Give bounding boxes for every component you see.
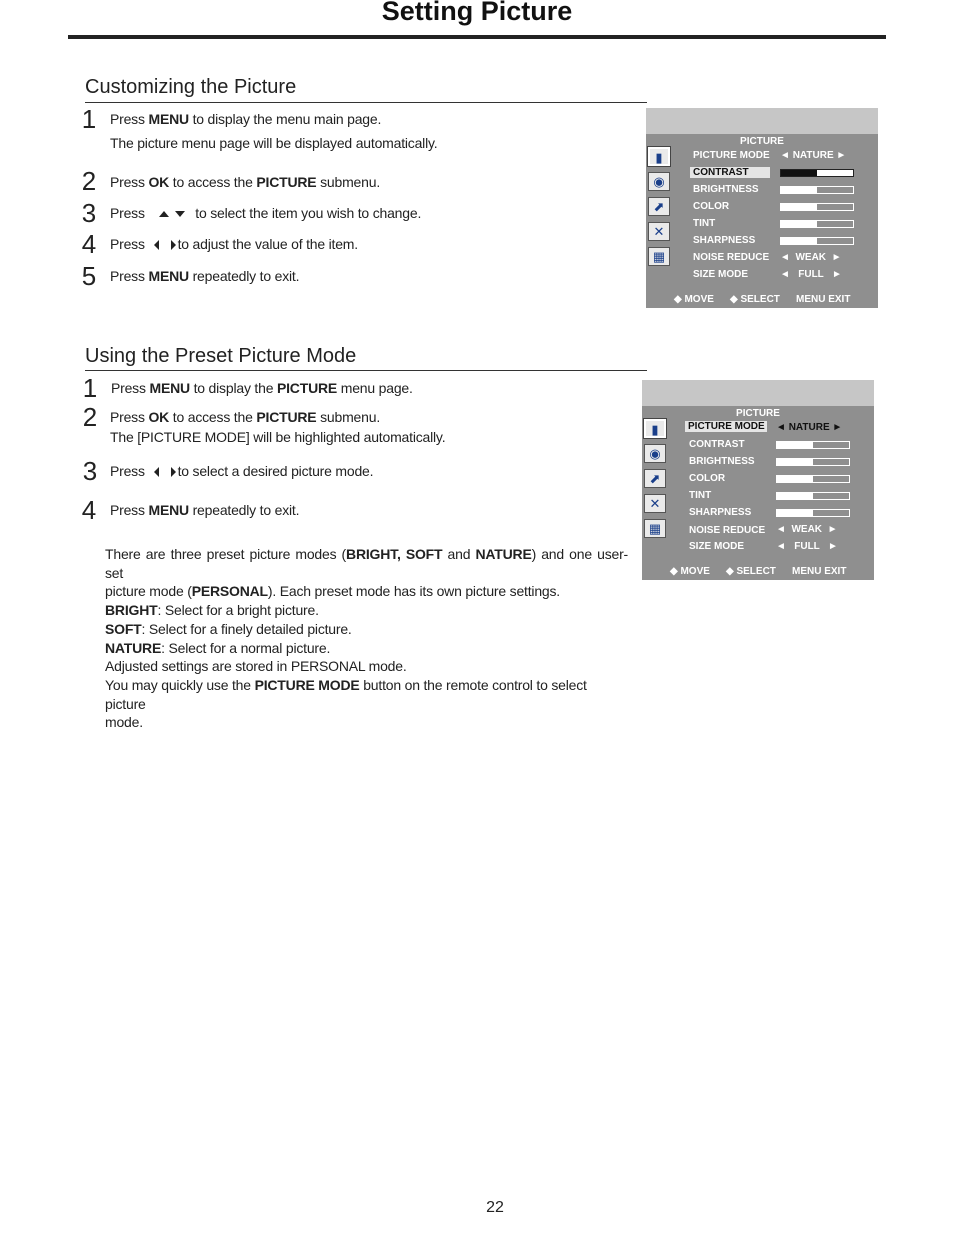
section-title-preset: Using the Preset Picture Mode [85,345,357,367]
step-text: The picture menu page will be displayed automatically. [110,135,438,151]
para-line: BRIGHT: Select for a bright picture. [105,602,319,619]
right-arrow-icon [171,240,176,250]
grid-icon: ▦ [648,247,670,266]
step-text: The [PICTURE MODE] will be highlighted automatically. [110,429,446,445]
osd-item-value: ◄ NATURE ► [776,422,843,433]
osd-item-value: ◄ WEAK ► [776,524,838,535]
section-divider [85,370,647,371]
para-line: There are three preset picture modes (BRIGHT, SOFT and NATURE) and one user-set [105,546,628,581]
sound-icon: ◉ [648,172,670,191]
osd-item-label: BRIGHTNESS [689,456,755,467]
osd-menu-contrast-highlighted [646,108,878,308]
osd-footer-exit: MENU EXIT [792,566,847,577]
contrast-level-bar [780,169,854,177]
osd-item-label: TINT [693,218,716,229]
step-number: 3 [81,198,97,228]
para-line: SOFT: Select for a finely detailed picture. [105,620,352,637]
para-line: Adjusted settings are stored in PERSONAL mode. [105,658,407,675]
osd-footer-move: ◆ MOVE [670,566,710,577]
osd-menu-picture-mode-highlighted [642,380,874,580]
picture-icon: ▮ [648,147,670,166]
section-title-customizing: Customizing the Picture [85,76,297,98]
osd-footer-select: ◆ SELECT [730,294,780,305]
osd-item-label: SHARPNESS [693,235,756,246]
osd-item-label: COLOR [689,473,726,484]
step-text: Press OK to access the PICTURE submenu. [110,174,381,190]
osd-title: PICTURE [736,408,780,419]
title-divider [68,35,886,39]
left-arrow-icon [154,240,159,250]
tint-level-bar [776,492,850,500]
contrast-level-bar [776,441,850,449]
osd-footer-select: ◆ SELECT [726,566,776,577]
brightness-level-bar [780,186,854,194]
osd-item-value: ◄ WEAK ► [780,252,842,263]
section-divider [85,102,647,103]
step-text: Press MENU to display the PICTURE menu page. [111,380,413,396]
tint-level-bar [780,220,854,228]
step-number: 5 [81,261,97,291]
osd-item-label: SIZE MODE [689,541,745,552]
up-arrow-icon [159,211,169,217]
brightness-level-bar [776,458,850,466]
grid-icon: ▦ [644,519,666,538]
sharpness-level-bar [776,509,850,517]
step-number: 1 [81,104,97,134]
step-text: Press MENU to display the menu main page. [110,111,382,127]
osd-header-bar [646,108,878,134]
step-number: 2 [82,402,98,432]
para-line: mode. [105,714,143,731]
step-text: Press to adjust the value of the item. [110,236,358,252]
tools-icon: ✕ [648,222,670,241]
down-arrow-icon [175,211,185,217]
osd-item-value: ◄ NATURE ► [780,150,847,161]
step-number: 1 [82,373,98,403]
setup-icon: ⬈ [648,197,670,216]
osd-item-label-selected: CONTRAST [690,167,770,178]
step-number: 4 [81,229,97,259]
osd-item-label: NOISE REDUCE [689,525,766,536]
color-level-bar [780,203,854,211]
osd-item-label: NOISE REDUCE [693,252,770,263]
osd-header-bar [642,380,874,406]
osd-item-label: SHARPNESS [689,507,752,518]
para-line: NATURE: Select for a normal picture. [105,639,331,656]
osd-item-label: COLOR [693,201,730,212]
step-text: Press MENU repeatedly to exit. [110,502,300,518]
osd-item-label: SIZE MODE [693,269,749,280]
step-number: 3 [82,456,98,486]
osd-title: PICTURE [740,136,784,147]
step-text: Press to select a desired picture mode. [110,463,374,479]
setup-icon: ⬈ [644,469,666,488]
sharpness-level-bar [780,237,854,245]
osd-item-label-selected: PICTURE MODE [685,421,767,432]
step-number: 4 [81,495,97,525]
right-arrow-icon [171,467,176,477]
page-title: Setting Picture [381,0,573,26]
step-number: 2 [81,166,97,196]
step-text: Press OK to access the PICTURE submenu. [110,409,381,425]
preset-description [105,545,628,732]
osd-item-value: ◄ FULL ► [780,269,842,280]
osd-item-label: BRIGHTNESS [693,184,759,195]
sound-icon: ◉ [644,444,666,463]
para-line: picture mode (PERSONAL). Each preset mode has its own picture settings. [105,583,560,600]
para-line: You may quickly use the PICTURE MODE button on the remote control to select picture [105,676,587,712]
osd-footer-move: ◆ MOVE [674,294,714,305]
osd-item-label: PICTURE MODE [693,150,770,161]
step-text: Press MENU repeatedly to exit. [110,268,300,284]
step-text: Press to select the item you wish to change. [110,205,422,221]
osd-item-label: CONTRAST [689,439,745,450]
osd-item-value: ◄ FULL ► [776,541,838,552]
color-level-bar [776,475,850,483]
tools-icon: ✕ [644,494,666,513]
page-number: 22 [486,1199,504,1216]
left-arrow-icon [154,467,159,477]
osd-footer-exit: MENU EXIT [796,294,851,305]
picture-icon: ▮ [644,419,666,438]
osd-item-label: TINT [689,490,712,501]
